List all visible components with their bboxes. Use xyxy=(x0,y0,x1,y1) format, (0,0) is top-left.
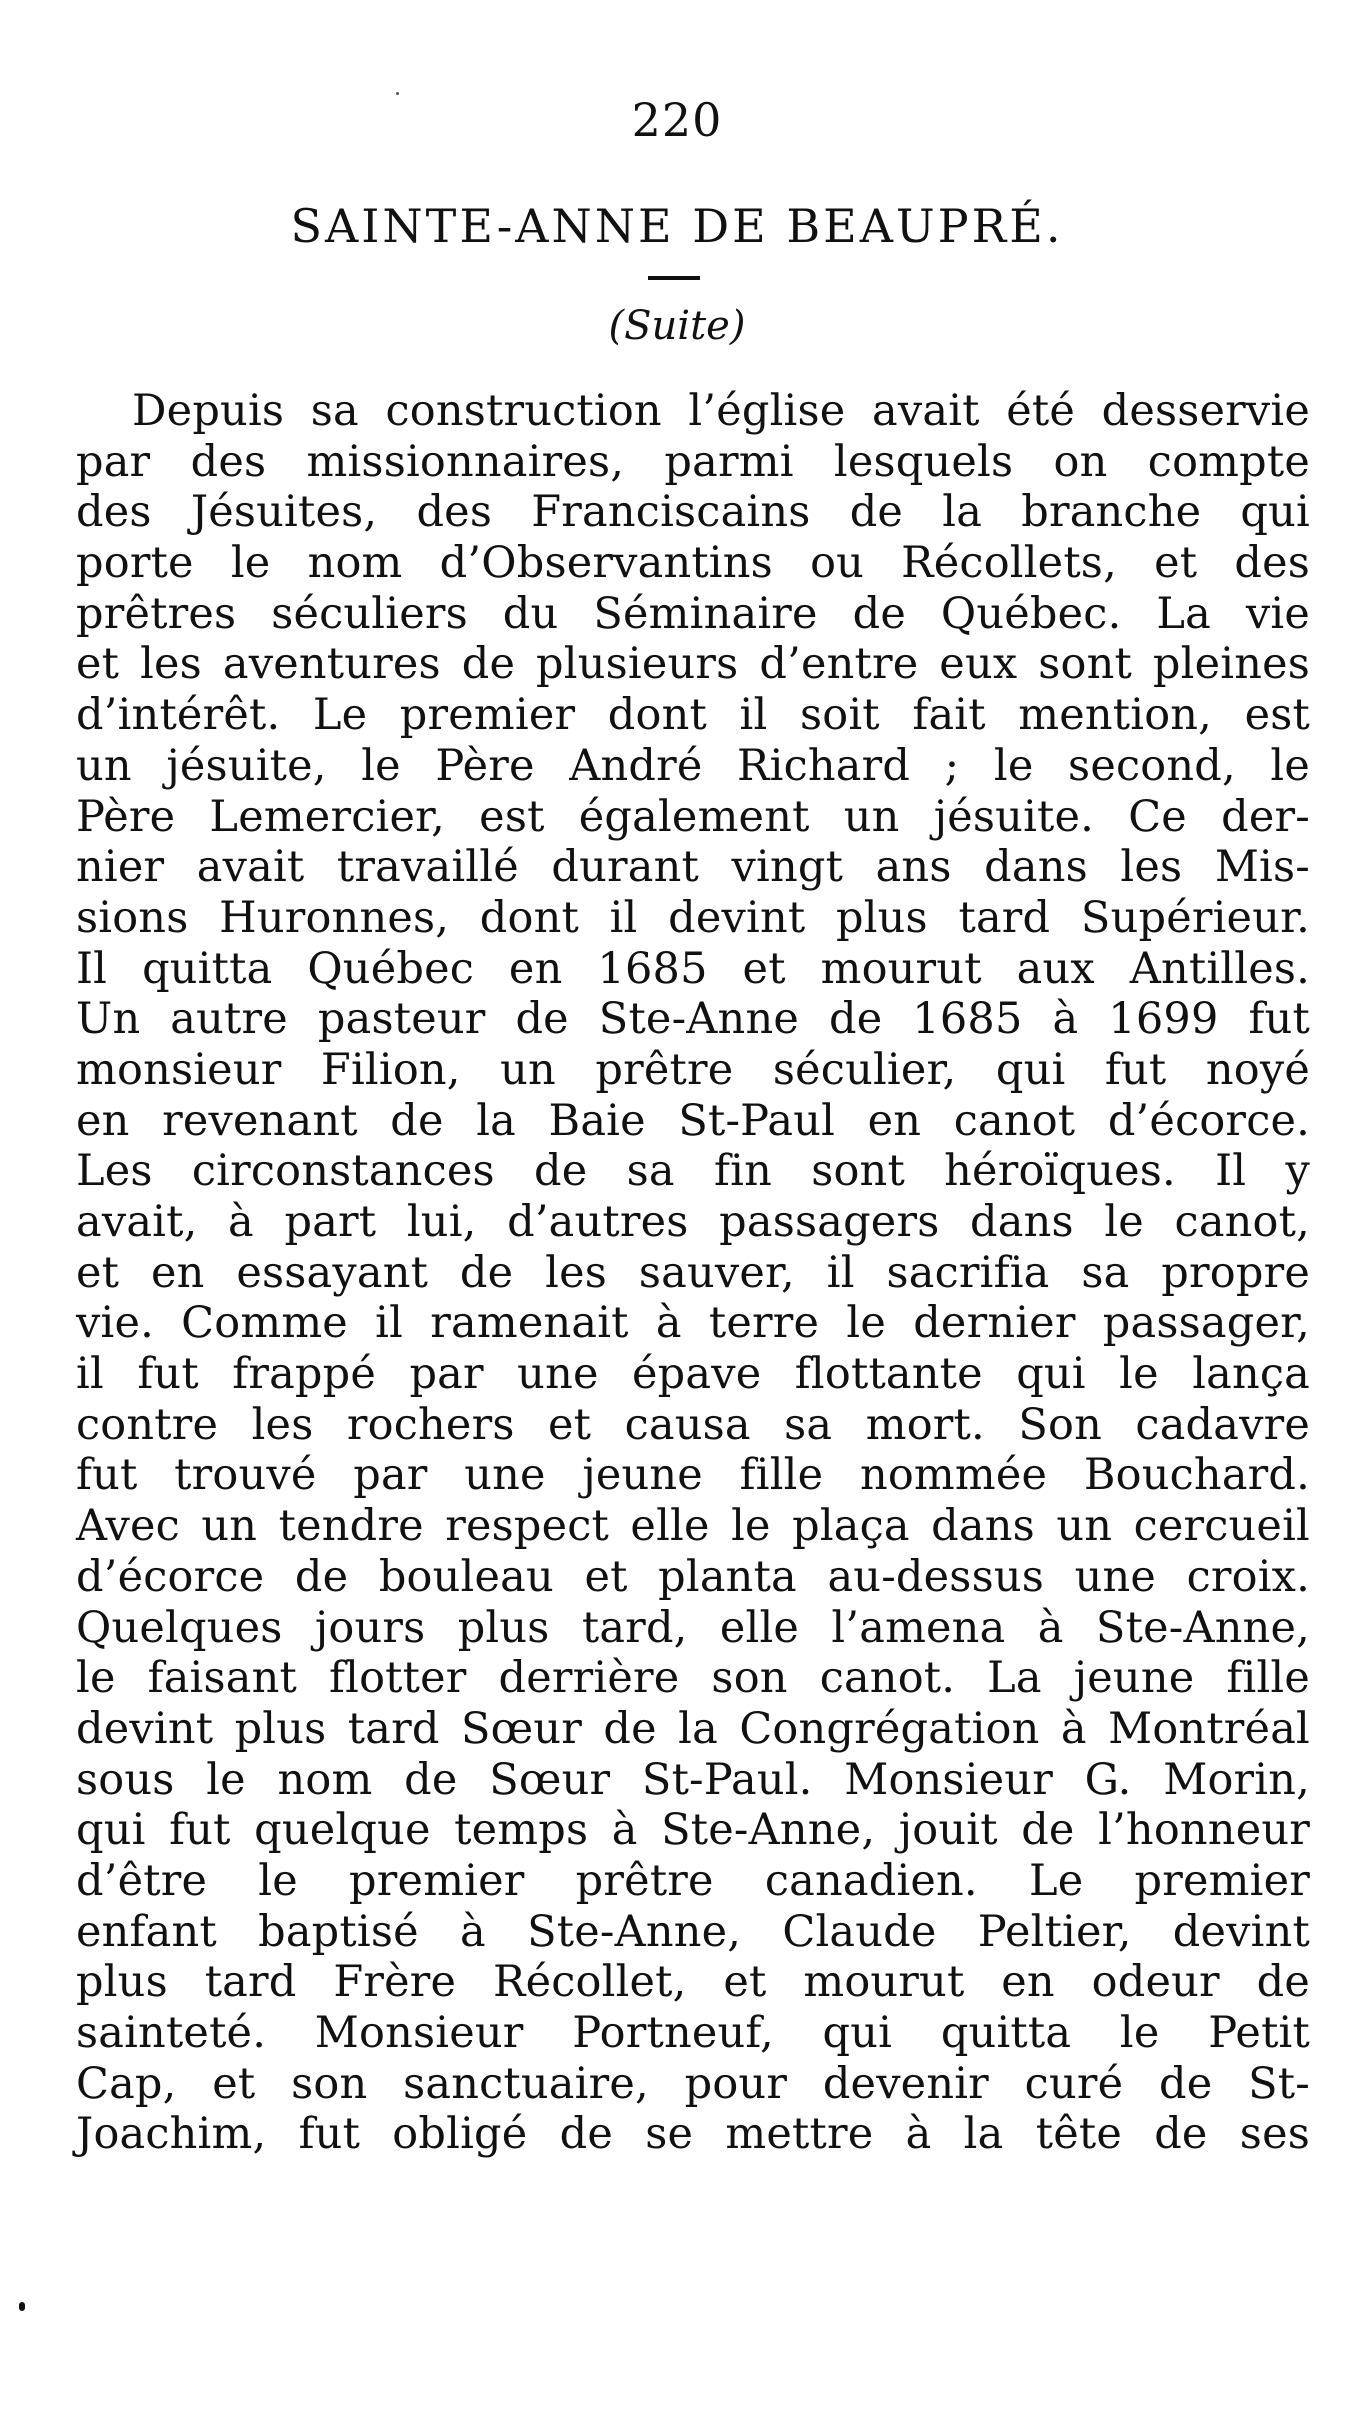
text-line: devint plus tard Sœur de la Congrégation à Montréal xyxy=(76,1703,1310,1754)
text-line: un jésuite, le Père André Richard ; le second, le xyxy=(76,740,1310,791)
text-line: vie. Comme il ramenait à terre le dernier passager, xyxy=(76,1298,1310,1349)
text-line: contre les rochers et causa sa mort. Son cadavre xyxy=(76,1399,1310,1450)
text-line: Un autre pasteur de Ste-Anne de 1685 à 1699 fut xyxy=(76,994,1310,1045)
body-paragraph xyxy=(76,386,1310,2160)
text-line: sainteté. Monsieur Portneuf, qui quitta le Petit xyxy=(76,2008,1310,2058)
page-number: 220 xyxy=(631,93,723,147)
text-line: Il quitta Québec en 1685 et mourut aux Antilles. xyxy=(76,943,1310,994)
text-line: prêtres séculiers du Séminaire de Québec. La vie xyxy=(76,588,1310,639)
text-line: Cap, et son sanctuaire, pour devenir curé de St- xyxy=(76,2058,1310,2109)
text-line: Joachim, fut obligé de se mettre à la tête de ses xyxy=(76,2109,1310,2160)
chapter-subtitle: (Suite) xyxy=(608,303,746,349)
text-line: par des missionnaires, parmi lesquels on compte xyxy=(76,436,1310,487)
text-line: nier avait travaillé durant vingt ans dans les Mis- xyxy=(76,842,1310,893)
text-line: des Jésuites, des Franciscains de la branche qui xyxy=(76,487,1310,538)
text-line: il fut frappé par une épave flottante qui le lança xyxy=(76,1349,1310,1400)
text-line: enfant baptisé à Ste-Anne, Claude Peltier, devint xyxy=(76,1906,1310,1957)
text-line: sous le nom de Sœur St-Paul. Monsieur G. Morin, xyxy=(76,1754,1310,1805)
text-line: d’intérêt. Le premier dont il soit fait mention, est xyxy=(76,690,1310,741)
text-line: fut trouvé par une jeune fille nommée Bouchard. xyxy=(76,1450,1310,1501)
print-speck xyxy=(19,2302,25,2311)
text-line: qui fut quelque temps à Ste-Anne, jouit de l’honneur xyxy=(76,1805,1310,1856)
text-line: le faisant flotter derrière son canot. La jeune fille xyxy=(76,1653,1310,1704)
text-line: avait, à part lui, d’autres passagers dans le canot, xyxy=(76,1197,1310,1247)
text-line: Quelques jours plus tard, elle l’amena à Ste-Anne, xyxy=(76,1602,1310,1653)
text-line: porte le nom d’Observantins ou Récollets, et des xyxy=(76,538,1310,589)
text-line: et en essayant de les sauver, il sacrifia sa propre xyxy=(76,1247,1310,1298)
text-line: et les aventures de plusieurs d’entre eux sont pleines xyxy=(76,639,1310,690)
title-divider xyxy=(648,276,700,280)
text-line: Père Lemercier, est également un jésuite. Ce der- xyxy=(76,791,1310,842)
text-line: monsieur Filion, un prêtre séculier, qui fut noyé xyxy=(76,1044,1310,1095)
text-line: d’être le premier prêtre canadien. Le premier xyxy=(76,1855,1310,1906)
text-line: en revenant de la Baie St-Paul en canot d’écorce. xyxy=(76,1095,1310,1146)
text-line: d’écorce de bouleau et planta au-dessus une croix. xyxy=(76,1551,1310,1602)
text-line: Les circonstances de sa fin sont héroïques. Il y xyxy=(76,1146,1310,1197)
text-line: plus tard Frère Récollet, et mourut en odeur de xyxy=(76,1957,1310,2008)
text-line: Avec un tendre respect elle le plaça dans un cercueil xyxy=(76,1501,1310,1552)
text-line: sions Huronnes, dont il devint plus tard Supérieur. xyxy=(76,892,1310,943)
chapter-title: SAINTE-ANNE DE BEAUPRÉ. xyxy=(290,199,1064,253)
text-line: Depuis sa construction l’église avait été desservie xyxy=(132,386,1310,436)
